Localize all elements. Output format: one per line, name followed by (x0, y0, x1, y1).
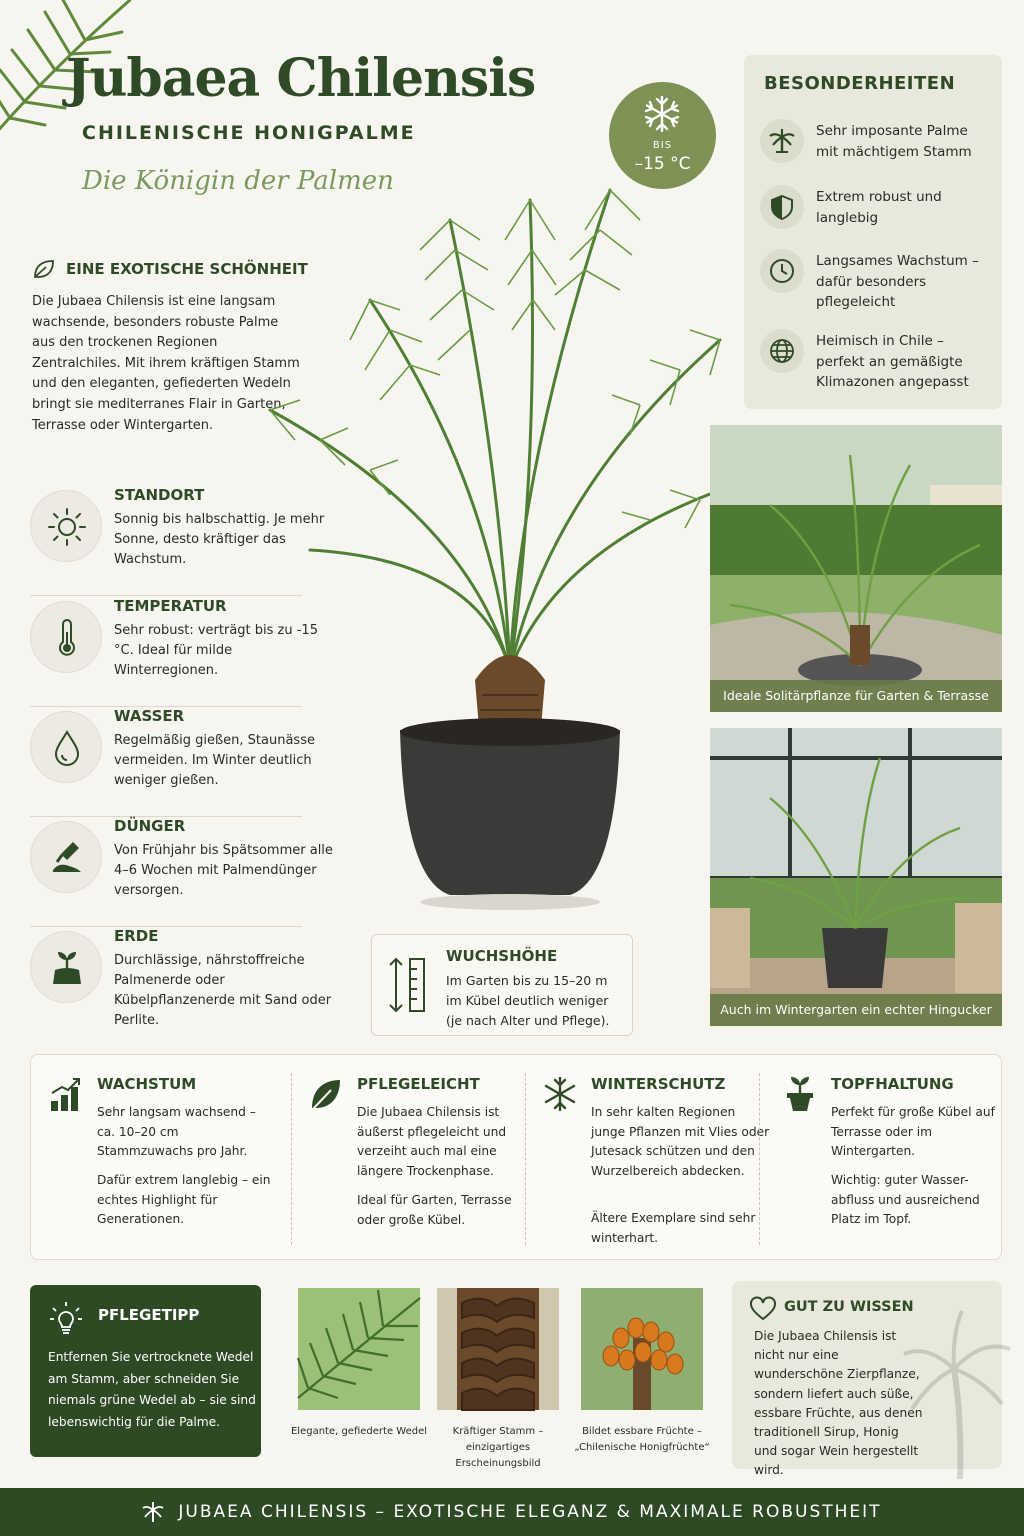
good-to-know-text: Die Jubaea Chilensis ist nicht nur eine wunderschöne Zierpflanze, sondern liefert auch süße, essbare Früchte, aus denen traditionell Sirup, Honig und sogar Wein hergestellt wird. (754, 1329, 923, 1478)
fruits-detail-image (581, 1288, 703, 1410)
page-title: Jubaea Chilensis (66, 48, 536, 109)
palm-in-pot-image (250, 160, 770, 920)
feature-text: Die Jubaea Chilensis ist äußerst pflegeleicht und verzeiht auch mal eine längere Trockenphase. (357, 1105, 507, 1178)
leaf-icon (309, 1075, 343, 1113)
thermometer-icon (47, 618, 87, 658)
care-tip-box (30, 1285, 261, 1457)
soil-icon (47, 948, 87, 988)
feature-winterschutz (543, 1055, 770, 1259)
feature-text-secondary: Ältere Exemplare sind sehr winterhart. (591, 1211, 756, 1245)
palm-icon (142, 1501, 164, 1523)
care-title: WASSER (114, 707, 185, 725)
feature-title: WACHSTUM (97, 1075, 197, 1093)
besonderheit-text: Heimisch in Chile – perfekt an gemäßigte Klimazonen angepasst (816, 333, 969, 390)
footer-banner (0, 1488, 1024, 1536)
tagline: Die Königin der Palmen (82, 166, 394, 196)
growth-height-heading: WUCHSHÖHE (446, 947, 558, 965)
care-title: ERDE (114, 927, 159, 945)
feature-topfhaltung (783, 1055, 1003, 1259)
photo-caption: Ideale Solitärpflanze für Garten & Terrasse (710, 680, 1002, 712)
water-drop-icon (47, 728, 87, 768)
leaf-icon (32, 258, 56, 280)
care-tip-heading: PFLEGETIPP (98, 1306, 200, 1324)
feature-text-secondary: Ideal für Garten, Terrasse oder große Kübel. (357, 1193, 512, 1227)
care-item-erde (30, 925, 332, 1037)
feature-text: Perfekt für große Kübel auf Terrasse oder im Wintergarten. (831, 1105, 995, 1158)
feature-text-secondary: Dafür extrem langlebig – ein echtes Highlight für Generationen. (97, 1173, 271, 1226)
feature-text: Sehr langsam wachsend – ca. 10–20 cm Stammzuwachs pro Jahr. (97, 1105, 256, 1158)
besonderheit-text: Langsames Wachstum – dafür besonders pflegeleicht (816, 253, 979, 310)
besonderheiten-heading: BESONDERHEITEN (764, 73, 956, 94)
feature-text: In sehr kalten Regionen junge Pflanzen mit Vlies oder Jutesack schützen und den Wurzelbereich abdecken. (591, 1105, 770, 1178)
intro-heading: EINE EXOTISCHE SCHÖNHEIT (66, 260, 308, 278)
fronds-detail-image (298, 1288, 420, 1410)
care-text: Durchlässige, nährstoffreiche Palmenerde oder Kübelpflanzenerde mit Sand oder Perlite. (114, 953, 332, 1028)
detail-caption: Elegante, gefiederte Wedel (290, 1426, 428, 1437)
good-to-know-box (732, 1281, 1002, 1478)
clock-icon (769, 258, 795, 284)
feature-title: WINTERSCHUTZ (591, 1075, 726, 1093)
lightbulb-icon (48, 1299, 84, 1337)
care-title: STANDORT (114, 486, 205, 504)
feature-title: TOPFHALTUNG (831, 1075, 954, 1093)
besonderheit-text: Extrem robust und langlebig (816, 189, 942, 226)
trunk-detail-image (437, 1288, 559, 1410)
sun-icon (47, 507, 87, 547)
shield-icon (769, 194, 795, 220)
feature-wachstum (49, 1055, 289, 1259)
fertilizer-icon (47, 838, 87, 878)
palm-icon (769, 128, 795, 154)
besonderheiten-panel (744, 55, 1002, 409)
wintergarden-photo (710, 728, 1002, 1026)
detail-caption: Bildet essbare Früchte – „Chilenische Honigfrüchte“ (574, 1426, 710, 1453)
intro-text: Die Jubaea Chilensis ist eine langsam wachsende, besonders robuste Palme aus den trockenen Regionen Zentralchiles. Mit ihrem kräftigen Stamm und den eleganten, gefiederten Wedeln bringt sie mediterranes Flair in Garten, Terrasse oder Wintergarten. (32, 294, 300, 433)
frost-badge-value: –15 °C (634, 154, 691, 174)
detail-caption: Kräftiger Stamm – einzigartiges Erscheinungsbild (452, 1426, 544, 1469)
care-title: DÜNGER (114, 817, 186, 835)
feature-title: PFLEGELEICHT (357, 1075, 480, 1093)
care-text: Von Frühjahr bis Spätsommer alle 4–6 Wochen mit Palmendünger versorgen. (114, 843, 333, 898)
photo-caption: Auch im Wintergarten ein echter Hingucker (710, 994, 1002, 1026)
feature-row (30, 1054, 1002, 1260)
page-subtitle: CHILENISCHE HONIGPALME (82, 122, 416, 144)
frost-badge-prefix: BIS (652, 140, 673, 151)
pot-plant-icon (783, 1075, 817, 1113)
care-text: Regelmäßig gießen, Staunässe vermeiden. Im Winter deutlich weniger gießen. (114, 733, 315, 788)
snowflake-icon (543, 1075, 577, 1113)
growth-height-text: Im Garten bis zu 15–20 m im Kübel deutlich weniger (je nach Alter und Pflege). (446, 973, 610, 1028)
garden-photo (710, 425, 1002, 712)
growth-height-box (371, 934, 633, 1036)
snowflake-icon (642, 94, 682, 134)
growth-chart-icon (49, 1075, 83, 1113)
good-to-know-heading: GUT ZU WISSEN (784, 1299, 914, 1315)
feature-pflegeleicht (309, 1055, 529, 1259)
besonderheit-text: Sehr imposante Palme mit mächtigem Stamm (816, 123, 972, 160)
height-ruler-icon (386, 955, 430, 1015)
footer-text: JUBAEA CHILENSIS – EXOTISCHE ELEGANZ & MAXIMALE ROBUSTHEIT (178, 1502, 882, 1522)
care-tip-text: Entfernen Sie vertrocknete Wedel am Stamm, aber schneiden Sie niemals grüne Wedel ab – sie sind lebenswichtig für die Palme. (48, 1350, 256, 1429)
heart-icon (750, 1297, 776, 1321)
globe-icon (769, 338, 795, 364)
care-text: Sonnig bis halbschattig. Je mehr Sonne, desto kräftiger das Wachstum. (114, 512, 325, 567)
care-text: Sehr robust: verträgt bis zu -15 °C. Ideal für milde Winterregionen. (114, 623, 318, 678)
care-title: TEMPERATUR (114, 597, 227, 615)
feature-text-secondary: Wichtig: guter Wasser-abfluss und ausreichend Platz im Topf. (831, 1173, 980, 1226)
